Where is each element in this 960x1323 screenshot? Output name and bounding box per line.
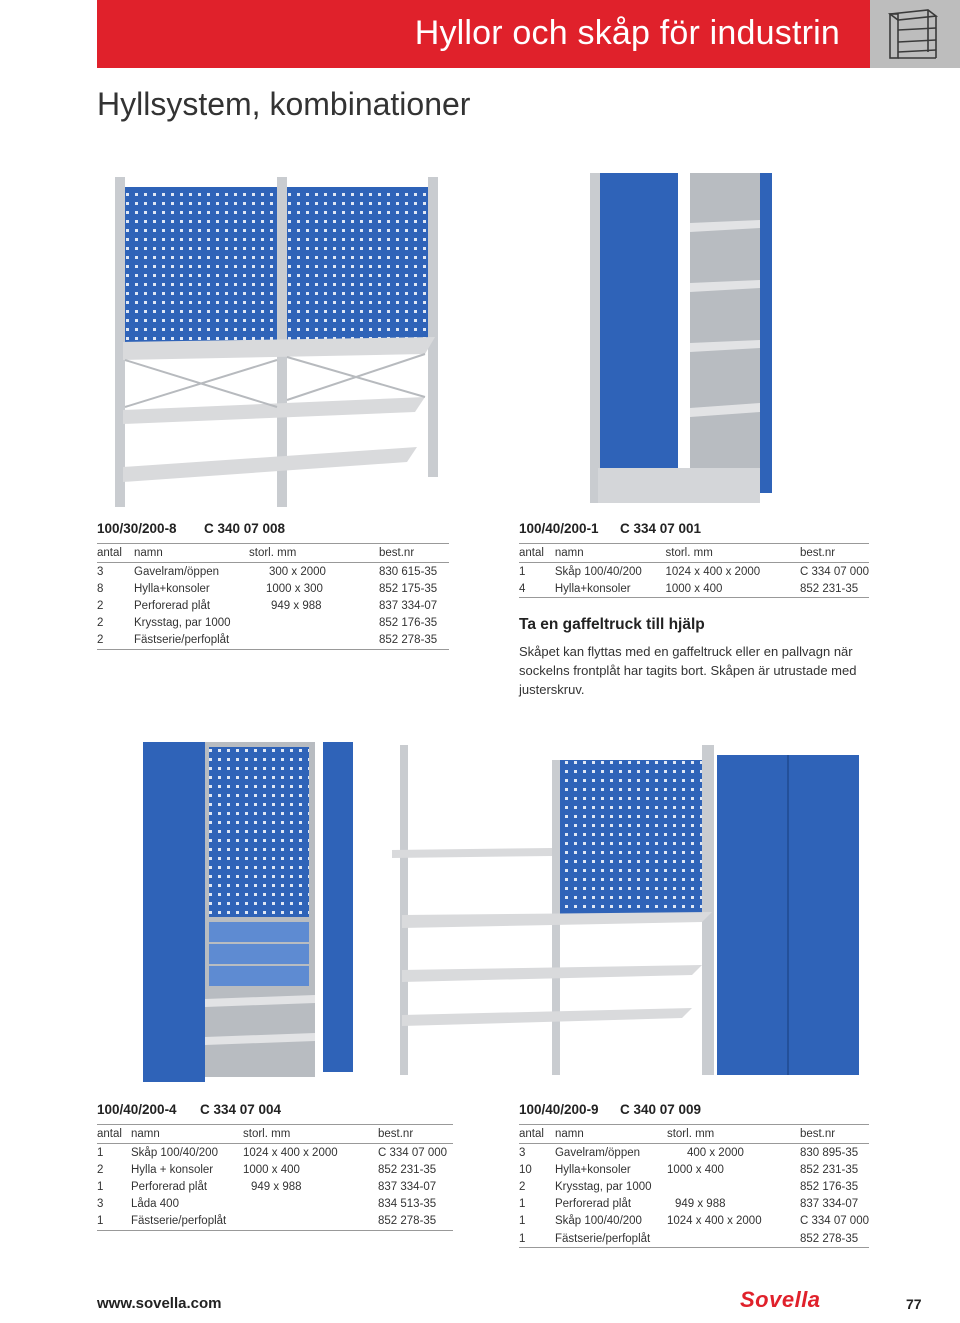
table-cell: 1000 x 300 [266,582,323,595]
table-cell: 852 176-35 [379,617,438,630]
table-row [519,580,869,598]
parts-table [97,543,449,650]
table-cell: 10 [519,1163,532,1176]
product-code: 100/30/200-8 [97,521,177,536]
table-cell: 2 [519,1180,526,1193]
table-cell [243,1213,378,1231]
table-cell: C 334 07 000 [378,1146,448,1159]
table-cell: 949 x 988 [271,599,322,612]
table-cell: 1024 x 400 x 2000 [665,565,761,578]
product-block-1 [97,521,449,650]
page-subtitle: Hyllsystem, kombinationer [97,86,471,122]
product-block-3 [97,1102,453,1231]
table-cell: Hylla+konsoler [134,582,210,595]
table-cell: Perforerad plåt [131,1180,208,1193]
product-ref: C 334 07 004 [200,1102,282,1117]
col-bestnr: best.nr [378,1125,453,1144]
product-block-2 [519,521,869,598]
table-cell: C 334 07 000 [799,565,869,578]
table-cell [667,1178,800,1195]
col-antal: antal [97,1125,131,1144]
table-cell: 1024 x 400 x 2000 [243,1146,338,1159]
table-cell: 1 [97,1146,104,1159]
table-header-row [519,1125,869,1144]
table-row [519,563,869,581]
photo-shelving-perforated [105,172,445,512]
table-row [97,597,449,614]
table-row [97,1213,453,1231]
table-cell: 1 [97,1180,104,1193]
hint-title: Ta en gaffeltruck till hjälp [519,616,705,633]
table-cell: 2 [97,599,104,612]
product-code-row [97,1102,453,1120]
product-code: 100/40/200-4 [97,1102,177,1117]
table-row [97,1161,453,1178]
table-cell: 837 334-07 [379,599,438,612]
table-cell: Fästserie/perfoplåt [134,632,249,650]
table-cell [249,632,379,650]
table-cell: Perforerad plåt [134,599,211,612]
table-cell: 834 513-35 [378,1198,437,1211]
col-namn: namn [134,544,249,563]
sovella-logo: Sovella [740,1287,821,1312]
col-storl: storl. mm [667,1125,800,1144]
table-row [97,1144,453,1162]
table-cell: Låda 400 [131,1198,179,1211]
table-cell: Skåp 100/40/200 [554,1215,642,1228]
table-cell: 8 [97,582,104,595]
table-cell: 1000 x 400 [243,1163,300,1176]
table-cell: 830 895-35 [799,1146,859,1159]
table-cell: 1 [519,565,526,578]
product-code: 100/40/200-9 [519,1102,599,1117]
col-antal: antal [97,544,134,563]
table-cell: 3 [97,1198,104,1211]
table-cell: 4 [519,580,555,598]
table-cell [249,615,379,632]
table-cell: Perforerad plåt [554,1198,632,1211]
table-cell: 1024 x 400 x 2000 [666,1215,762,1228]
table-header-row [97,1125,453,1144]
table-cell: Skåp 100/40/200 [554,565,642,578]
table-row [97,580,449,597]
photo-cabinet-drawers [143,737,358,1087]
table-cell: 1000 x 400 [666,580,800,598]
table-cell: 949 x 988 [674,1198,726,1211]
parts-table [519,1124,869,1248]
table-row [519,1230,869,1248]
hint-body: Skåpet kan flyttas med en gaffeltruck eller en pallvagn när sockelns frontplåt har tagits bort. Skåpen är utrustade med justerskruv. [519,644,857,697]
parts-table [519,543,869,598]
table-cell: Fästserie/perfoplåt [131,1213,243,1231]
table-cell: Gavelram/öppen [554,1146,641,1159]
col-namn: namn [131,1125,243,1144]
table-header-row [519,544,869,563]
table-cell: Krysstag, par 1000 [134,617,231,630]
table-cell: 400 x 2000 [686,1146,744,1159]
table-cell: 1000 x 400 [666,1163,724,1176]
table-cell: Fästserie/perfoplåt [555,1230,667,1248]
product-ref: C 340 07 009 [620,1102,702,1117]
table-cell: 1 [519,1230,555,1248]
table-row [97,615,449,632]
table-row [519,1161,869,1178]
table-cell: Hylla+konsoler [554,1163,631,1176]
table-cell: Gavelram/öppen [134,565,220,578]
product-code: 100/40/200-1 [519,521,599,536]
table-cell: 949 x 988 [251,1180,302,1193]
table-header-row [97,544,449,563]
table-cell: Hylla+konsoler [555,580,666,598]
product-code-row [97,521,449,539]
product-ref: C 334 07 001 [620,521,702,536]
table-row [97,632,449,650]
table-cell [667,1230,800,1248]
col-bestnr: best.nr [379,544,449,563]
table-cell: 2 [97,1163,104,1176]
table-cell: 830 615-35 [379,565,438,578]
col-storl: storl. mm [666,544,800,563]
header-title: Hyllor och skåp för industrin [414,14,840,52]
table-cell: 852 278-35 [379,632,449,650]
table-cell: 2 [97,617,104,630]
product-code-row [519,521,869,539]
table-cell: 3 [519,1146,526,1159]
table-cell: 852 175-35 [379,582,438,595]
shelving-icon [870,0,960,68]
table-cell [243,1196,378,1213]
col-namn: namn [555,1125,667,1144]
table-cell: 1 [519,1198,526,1211]
parts-table [97,1124,453,1231]
page-number: 77 [906,1296,922,1312]
product-code-row [519,1102,869,1120]
table-cell: Skåp 100/40/200 [131,1146,218,1159]
header-band [97,0,870,68]
table-row [97,1178,453,1195]
table-row [97,563,449,581]
col-storl: storl. mm [243,1125,378,1144]
table-cell: 852 176-35 [799,1180,859,1193]
footer-url[interactable]: www.sovella.com [97,1295,222,1312]
col-antal: antal [519,1125,555,1144]
table-row [519,1196,869,1213]
photo-cabinet-open [590,168,780,508]
product-block-4 [519,1102,869,1248]
table-cell: 852 231-35 [800,580,869,598]
table-cell: 852 231-35 [799,1163,859,1176]
col-bestnr: best.nr [800,544,869,563]
product-ref: C 340 07 008 [204,521,286,536]
table-row [519,1213,869,1230]
col-bestnr: best.nr [800,1125,869,1144]
table-cell: 2 [97,632,134,650]
table-cell: 1 [97,1213,131,1231]
table-cell: 3 [97,565,104,578]
table-cell: 300 x 2000 [269,565,326,578]
photo-combination [382,740,867,1085]
col-namn: namn [555,544,666,563]
table-row [519,1178,869,1195]
col-antal: antal [519,544,555,563]
table-row [519,1144,869,1162]
table-row [97,1196,453,1213]
table-cell: Krysstag, par 1000 [554,1180,652,1193]
header-icon-box [870,0,960,68]
table-cell: Hylla + konsoler [131,1163,214,1176]
table-cell: 852 231-35 [378,1163,437,1176]
table-cell: 837 334-07 [799,1198,859,1211]
table-cell: 852 278-35 [378,1213,453,1231]
table-cell: 1 [519,1215,526,1228]
table-cell: 852 278-35 [800,1230,869,1248]
table-cell: C 334 07 000 [799,1215,869,1228]
col-storl: storl. mm [249,544,379,563]
table-cell: 837 334-07 [378,1180,437,1193]
